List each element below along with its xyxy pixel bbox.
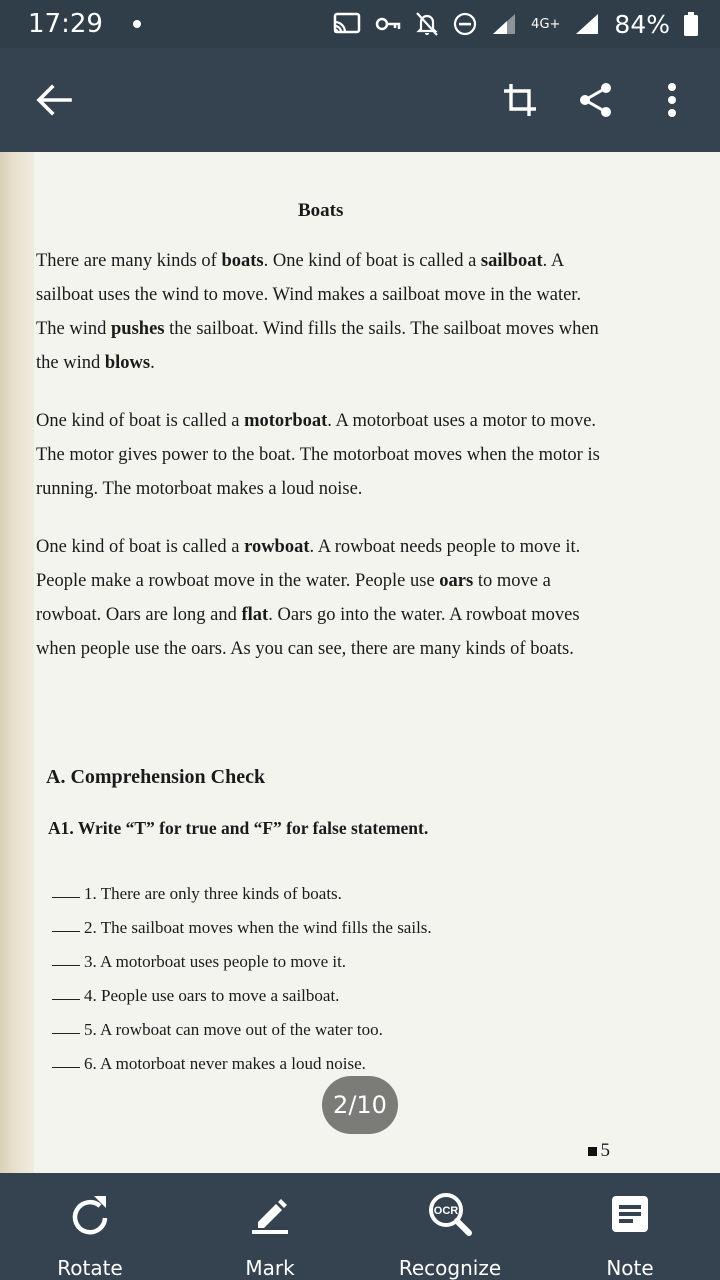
recognize-button[interactable] (360, 1173, 540, 1280)
statement-item (52, 972, 612, 1006)
statement-item (52, 1006, 612, 1040)
vpn-key-icon (375, 16, 401, 32)
page-number: 5 (588, 1140, 611, 1162)
network-type: 4G+ (531, 16, 561, 32)
mark-label: Mark (245, 1256, 295, 1280)
statement-text: 3. A motorboat uses people to move it. (84, 952, 347, 971)
status-icons (333, 10, 698, 39)
ocr-icon (428, 1192, 472, 1236)
statement-item (52, 904, 612, 938)
answer-blank (52, 965, 80, 966)
statement-text: 1. There are only three kinds of boats. (84, 884, 342, 903)
instruction: A1. Write “T” for true and “F” for false statement. (48, 818, 429, 838)
answer-blank (52, 931, 80, 932)
document-page[interactable] (0, 152, 720, 1173)
answer-blank (52, 1067, 80, 1068)
crop-button[interactable] (494, 74, 546, 126)
signal-icon (491, 12, 517, 36)
share-icon (578, 82, 614, 118)
rotate-icon (70, 1192, 110, 1236)
note-button[interactable] (540, 1173, 720, 1280)
status-bar (0, 0, 720, 48)
statement-list (52, 870, 612, 1074)
statement-text: 4. People use oars to move a sailboat. (84, 986, 340, 1005)
recognize-label: Recognize (398, 1256, 502, 1280)
square-bullet (588, 1147, 597, 1156)
battery-level: 84% (614, 9, 670, 39)
paragraph-sailboat: There are many kinds of boats. One kind of boat is called a sailboat. A sailboat uses the wind to move. Wind makes a sailboat move in the water. The wind pushes the sailboat. Wind fills the sails. The sailboat moves when the wind blows. (36, 251, 599, 373)
rotate-button[interactable] (0, 1173, 180, 1280)
mark-button[interactable] (180, 1173, 360, 1280)
battery-icon (684, 12, 698, 36)
statement-item (52, 938, 612, 972)
crop-icon (502, 82, 538, 118)
more-button[interactable] (646, 74, 698, 126)
statement-text: 2. The sailboat moves when the wind fills the sails. (84, 918, 432, 937)
page-indicator: 2/10 (322, 1076, 398, 1134)
note-label: Note (606, 1256, 654, 1280)
statement-text: 5. A rowboat can move out of the water too. (84, 1020, 383, 1039)
cast-icon (333, 12, 361, 36)
statement-item (52, 870, 612, 904)
arrow-left-icon (36, 84, 72, 116)
answer-blank (52, 1033, 80, 1034)
more-vert-icon (666, 82, 678, 118)
answer-blank (52, 999, 80, 1000)
note-icon (611, 1195, 649, 1233)
answer-blank (52, 897, 80, 898)
statement-item (52, 1040, 612, 1074)
statement-text: 6. A motorboat never makes a loud noise. (84, 1054, 366, 1073)
back-button[interactable] (28, 74, 80, 126)
do-not-disturb-icon (453, 12, 477, 36)
share-button[interactable] (570, 74, 622, 126)
app-bar (0, 48, 720, 152)
signal-icon (574, 12, 600, 36)
page-edge (0, 152, 34, 1173)
rotate-label: Rotate (57, 1256, 123, 1280)
svg-text:OCR: OCR (433, 1204, 459, 1217)
status-time: 17:29 (28, 9, 103, 39)
pen-icon (250, 1194, 290, 1234)
document-title: Boats (298, 200, 344, 221)
section-heading: A. Comprehension Check (46, 766, 266, 788)
notification-dot (133, 20, 141, 28)
bottom-toolbar (0, 1173, 720, 1280)
notifications-off-icon (415, 11, 439, 37)
paragraph-motorboat: One kind of boat is called a motorboat. A motorboat uses a motor to move. The motor gives power to the boat. The motorboat moves when the motor is running. The motorboat makes a loud noise. (36, 411, 600, 499)
paragraph-rowboat: One kind of boat is called a rowboat. A rowboat needs people to move it. People make a rowboat move in the water. People use oars to move a rowboat. Oars are long and flat. Oars go into the water. A rowboat moves when people use the oars. As you can see, there are many kinds of boats. (36, 537, 581, 659)
